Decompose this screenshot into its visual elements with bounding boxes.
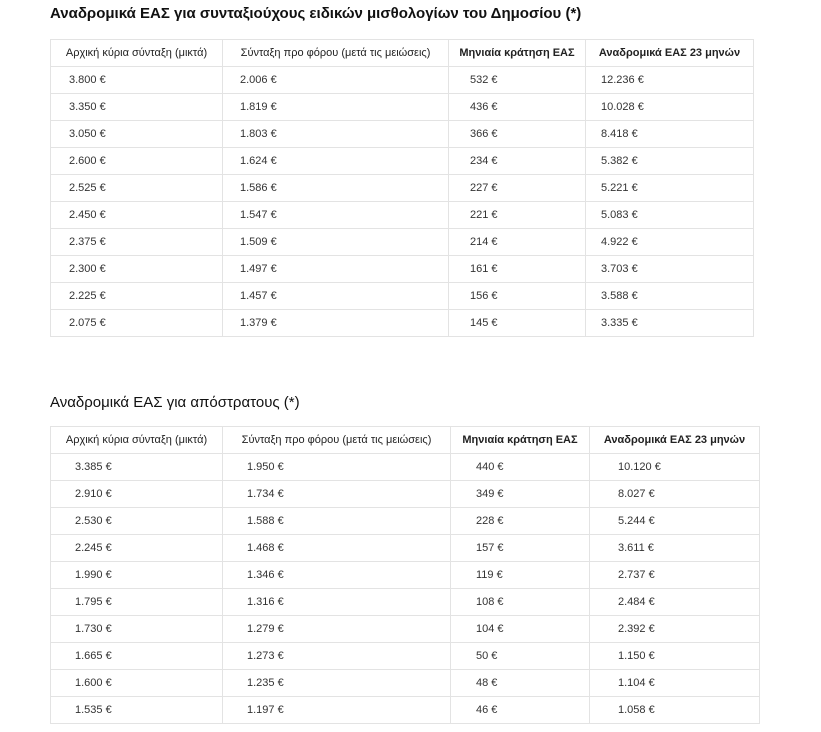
table-row [51,202,754,229]
cell-pension-before-tax: 1.624 € [223,148,449,175]
cell-initial-pension: 3.800 € [51,67,223,94]
cell-eas-arrears: 5.083 € [586,202,754,229]
cell-initial-pension: 1.535 € [51,697,223,724]
header-pension-before-tax: Σύνταξη προ φόρου (μετά τις μειώσεις) [223,40,449,67]
eas-table-special-payroll [50,39,754,337]
cell-monthly-eas-deduction: 440 € [451,454,590,481]
cell-monthly-eas-deduction: 349 € [451,481,590,508]
table-row [51,454,760,481]
cell-initial-pension: 1.730 € [51,616,223,643]
cell-monthly-eas-deduction: 108 € [451,589,590,616]
table-header-row [51,40,754,67]
cell-monthly-eas-deduction: 532 € [449,67,586,94]
table-header-row [51,427,760,454]
table-row [51,697,760,724]
table-row [51,670,760,697]
header-eas-arrears-23-months: Αναδρομικά ΕΑΣ 23 μηνών [590,427,760,454]
cell-initial-pension: 2.530 € [51,508,223,535]
cell-initial-pension: 3.350 € [51,94,223,121]
cell-pension-before-tax: 1.819 € [223,94,449,121]
section-title: Αναδρομικά ΕΑΣ για απόστρατους (*) [50,394,300,411]
cell-monthly-eas-deduction: 145 € [449,310,586,337]
cell-eas-arrears: 2.484 € [590,589,760,616]
cell-monthly-eas-deduction: 50 € [451,643,590,670]
cell-pension-before-tax: 1.588 € [223,508,451,535]
cell-pension-before-tax: 1.316 € [223,589,451,616]
cell-pension-before-tax: 1.379 € [223,310,449,337]
cell-eas-arrears: 12.236 € [586,67,754,94]
cell-monthly-eas-deduction: 228 € [451,508,590,535]
cell-initial-pension: 2.225 € [51,283,223,310]
cell-monthly-eas-deduction: 46 € [451,697,590,724]
cell-eas-arrears: 8.027 € [590,481,760,508]
header-monthly-eas-deduction: Μηνιαία κράτηση ΕΑΣ [449,40,586,67]
cell-monthly-eas-deduction: 214 € [449,229,586,256]
cell-initial-pension: 1.795 € [51,589,223,616]
cell-initial-pension: 2.450 € [51,202,223,229]
cell-monthly-eas-deduction: 227 € [449,175,586,202]
cell-pension-before-tax: 1.273 € [223,643,451,670]
table-row [51,175,754,202]
table-row [51,94,754,121]
table-row [51,67,754,94]
header-monthly-eas-deduction: Μηνιαία κράτηση ΕΑΣ [451,427,590,454]
cell-monthly-eas-deduction: 48 € [451,670,590,697]
cell-pension-before-tax: 1.950 € [223,454,451,481]
cell-eas-arrears: 5.382 € [586,148,754,175]
table-row [51,589,760,616]
cell-initial-pension: 2.525 € [51,175,223,202]
cell-eas-arrears: 10.120 € [590,454,760,481]
table-row [51,310,754,337]
cell-pension-before-tax: 1.468 € [223,535,451,562]
cell-monthly-eas-deduction: 119 € [451,562,590,589]
table-row [51,229,754,256]
section-title: Αναδρομικά ΕΑΣ για συνταξιούχους ειδικών μισθολογίων του Δημοσίου (*) [50,5,582,22]
cell-eas-arrears: 3.703 € [586,256,754,283]
table-row [51,643,760,670]
cell-initial-pension: 2.300 € [51,256,223,283]
header-initial-pension: Αρχική κύρια σύνταξη (μικτά) [51,427,223,454]
cell-initial-pension: 1.600 € [51,670,223,697]
cell-eas-arrears: 4.922 € [586,229,754,256]
cell-pension-before-tax: 1.457 € [223,283,449,310]
table-row [51,616,760,643]
cell-eas-arrears: 1.058 € [590,697,760,724]
eas-table-retired-officers [50,426,760,724]
cell-initial-pension: 1.665 € [51,643,223,670]
cell-pension-before-tax: 1.547 € [223,202,449,229]
cell-eas-arrears: 3.588 € [586,283,754,310]
cell-pension-before-tax: 1.346 € [223,562,451,589]
cell-monthly-eas-deduction: 234 € [449,148,586,175]
table-row [51,535,760,562]
cell-eas-arrears: 2.737 € [590,562,760,589]
cell-eas-arrears: 3.335 € [586,310,754,337]
cell-initial-pension: 2.600 € [51,148,223,175]
cell-eas-arrears: 1.150 € [590,643,760,670]
cell-eas-arrears: 5.221 € [586,175,754,202]
cell-initial-pension: 2.375 € [51,229,223,256]
table-row [51,121,754,148]
cell-eas-arrears: 8.418 € [586,121,754,148]
cell-pension-before-tax: 1.734 € [223,481,451,508]
cell-initial-pension: 2.075 € [51,310,223,337]
cell-pension-before-tax: 1.497 € [223,256,449,283]
cell-initial-pension: 1.990 € [51,562,223,589]
cell-initial-pension: 2.245 € [51,535,223,562]
cell-pension-before-tax: 1.586 € [223,175,449,202]
cell-monthly-eas-deduction: 156 € [449,283,586,310]
cell-pension-before-tax: 2.006 € [223,67,449,94]
cell-pension-before-tax: 1.235 € [223,670,451,697]
cell-pension-before-tax: 1.197 € [223,697,451,724]
cell-monthly-eas-deduction: 366 € [449,121,586,148]
cell-initial-pension: 3.385 € [51,454,223,481]
header-eas-arrears-23-months: Αναδρομικά ΕΑΣ 23 μηνών [586,40,754,67]
header-initial-pension: Αρχική κύρια σύνταξη (μικτά) [51,40,223,67]
cell-monthly-eas-deduction: 221 € [449,202,586,229]
cell-initial-pension: 3.050 € [51,121,223,148]
cell-eas-arrears: 10.028 € [586,94,754,121]
table-row [51,256,754,283]
table-row [51,481,760,508]
cell-pension-before-tax: 1.509 € [223,229,449,256]
cell-monthly-eas-deduction: 104 € [451,616,590,643]
cell-eas-arrears: 2.392 € [590,616,760,643]
table-row [51,283,754,310]
table-row [51,562,760,589]
cell-pension-before-tax: 1.803 € [223,121,449,148]
table-row [51,148,754,175]
cell-monthly-eas-deduction: 161 € [449,256,586,283]
table-row [51,508,760,535]
cell-eas-arrears: 3.611 € [590,535,760,562]
cell-eas-arrears: 5.244 € [590,508,760,535]
header-pension-before-tax: Σύνταξη προ φόρου (μετά τις μειώσεις) [223,427,451,454]
cell-eas-arrears: 1.104 € [590,670,760,697]
cell-initial-pension: 2.910 € [51,481,223,508]
cell-monthly-eas-deduction: 436 € [449,94,586,121]
cell-monthly-eas-deduction: 157 € [451,535,590,562]
cell-pension-before-tax: 1.279 € [223,616,451,643]
